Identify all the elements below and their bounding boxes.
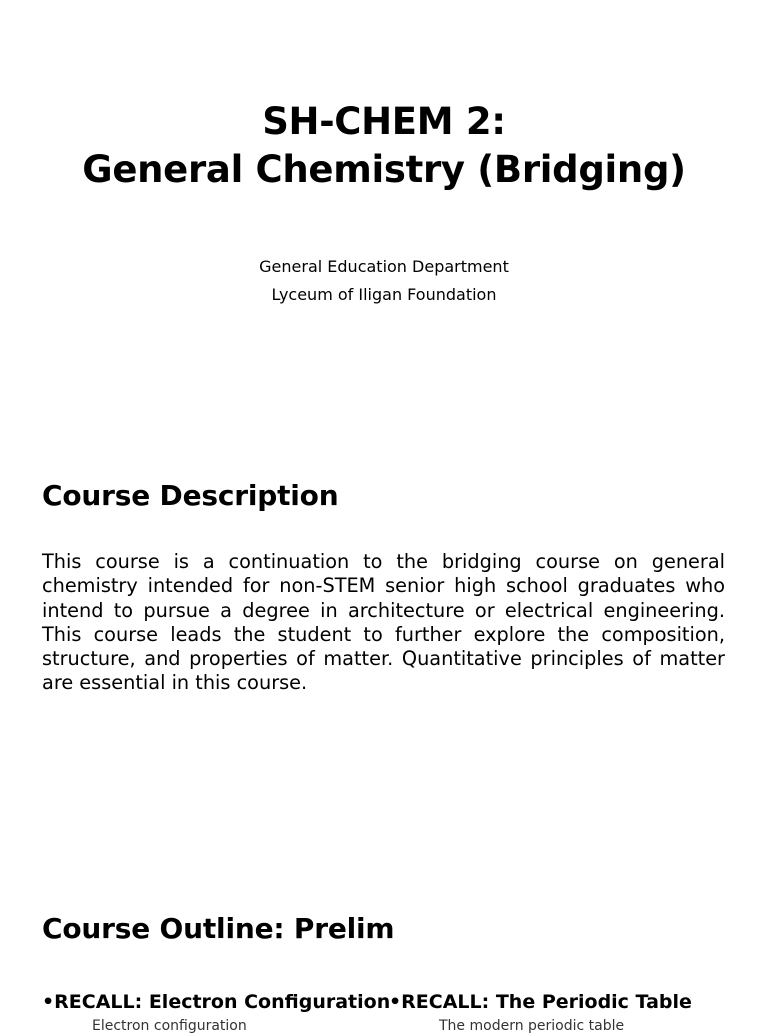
- department-name: General Education Department: [259, 257, 509, 276]
- title-line-course-name: General Chemistry (Bridging): [82, 148, 686, 191]
- outline-item: •RECALL: Electron Configuration: [42, 991, 391, 1013]
- course-outline-heading: Course Outline: Prelim: [42, 912, 395, 945]
- outline-sub-item: The modern periodic table: [439, 1018, 625, 1034]
- outline-item: •RECALL: The Periodic Table: [389, 991, 692, 1013]
- outline-column-right: [389, 988, 692, 1036]
- title-line-course-code: SH-CHEM 2:: [262, 100, 506, 143]
- document-title: [0, 98, 768, 194]
- institution-name: Lyceum of Iligan Foundation: [271, 285, 497, 304]
- outline-sub-item: Electron configuration: [92, 1018, 247, 1034]
- outline-column-left: [42, 988, 390, 1036]
- course-description-body: This course is a continuation to the bridging course on general chemistry intended for non-STEM senior high school graduates who intend to pursue a degree in architecture or electrical engineering. This course leads the student to further explore the composition, structure, and properties of matter. Quantitative principles of matter are essential in this course.: [42, 550, 725, 695]
- document-subtitle: [0, 253, 768, 309]
- course-description-heading: Course Description: [42, 479, 339, 512]
